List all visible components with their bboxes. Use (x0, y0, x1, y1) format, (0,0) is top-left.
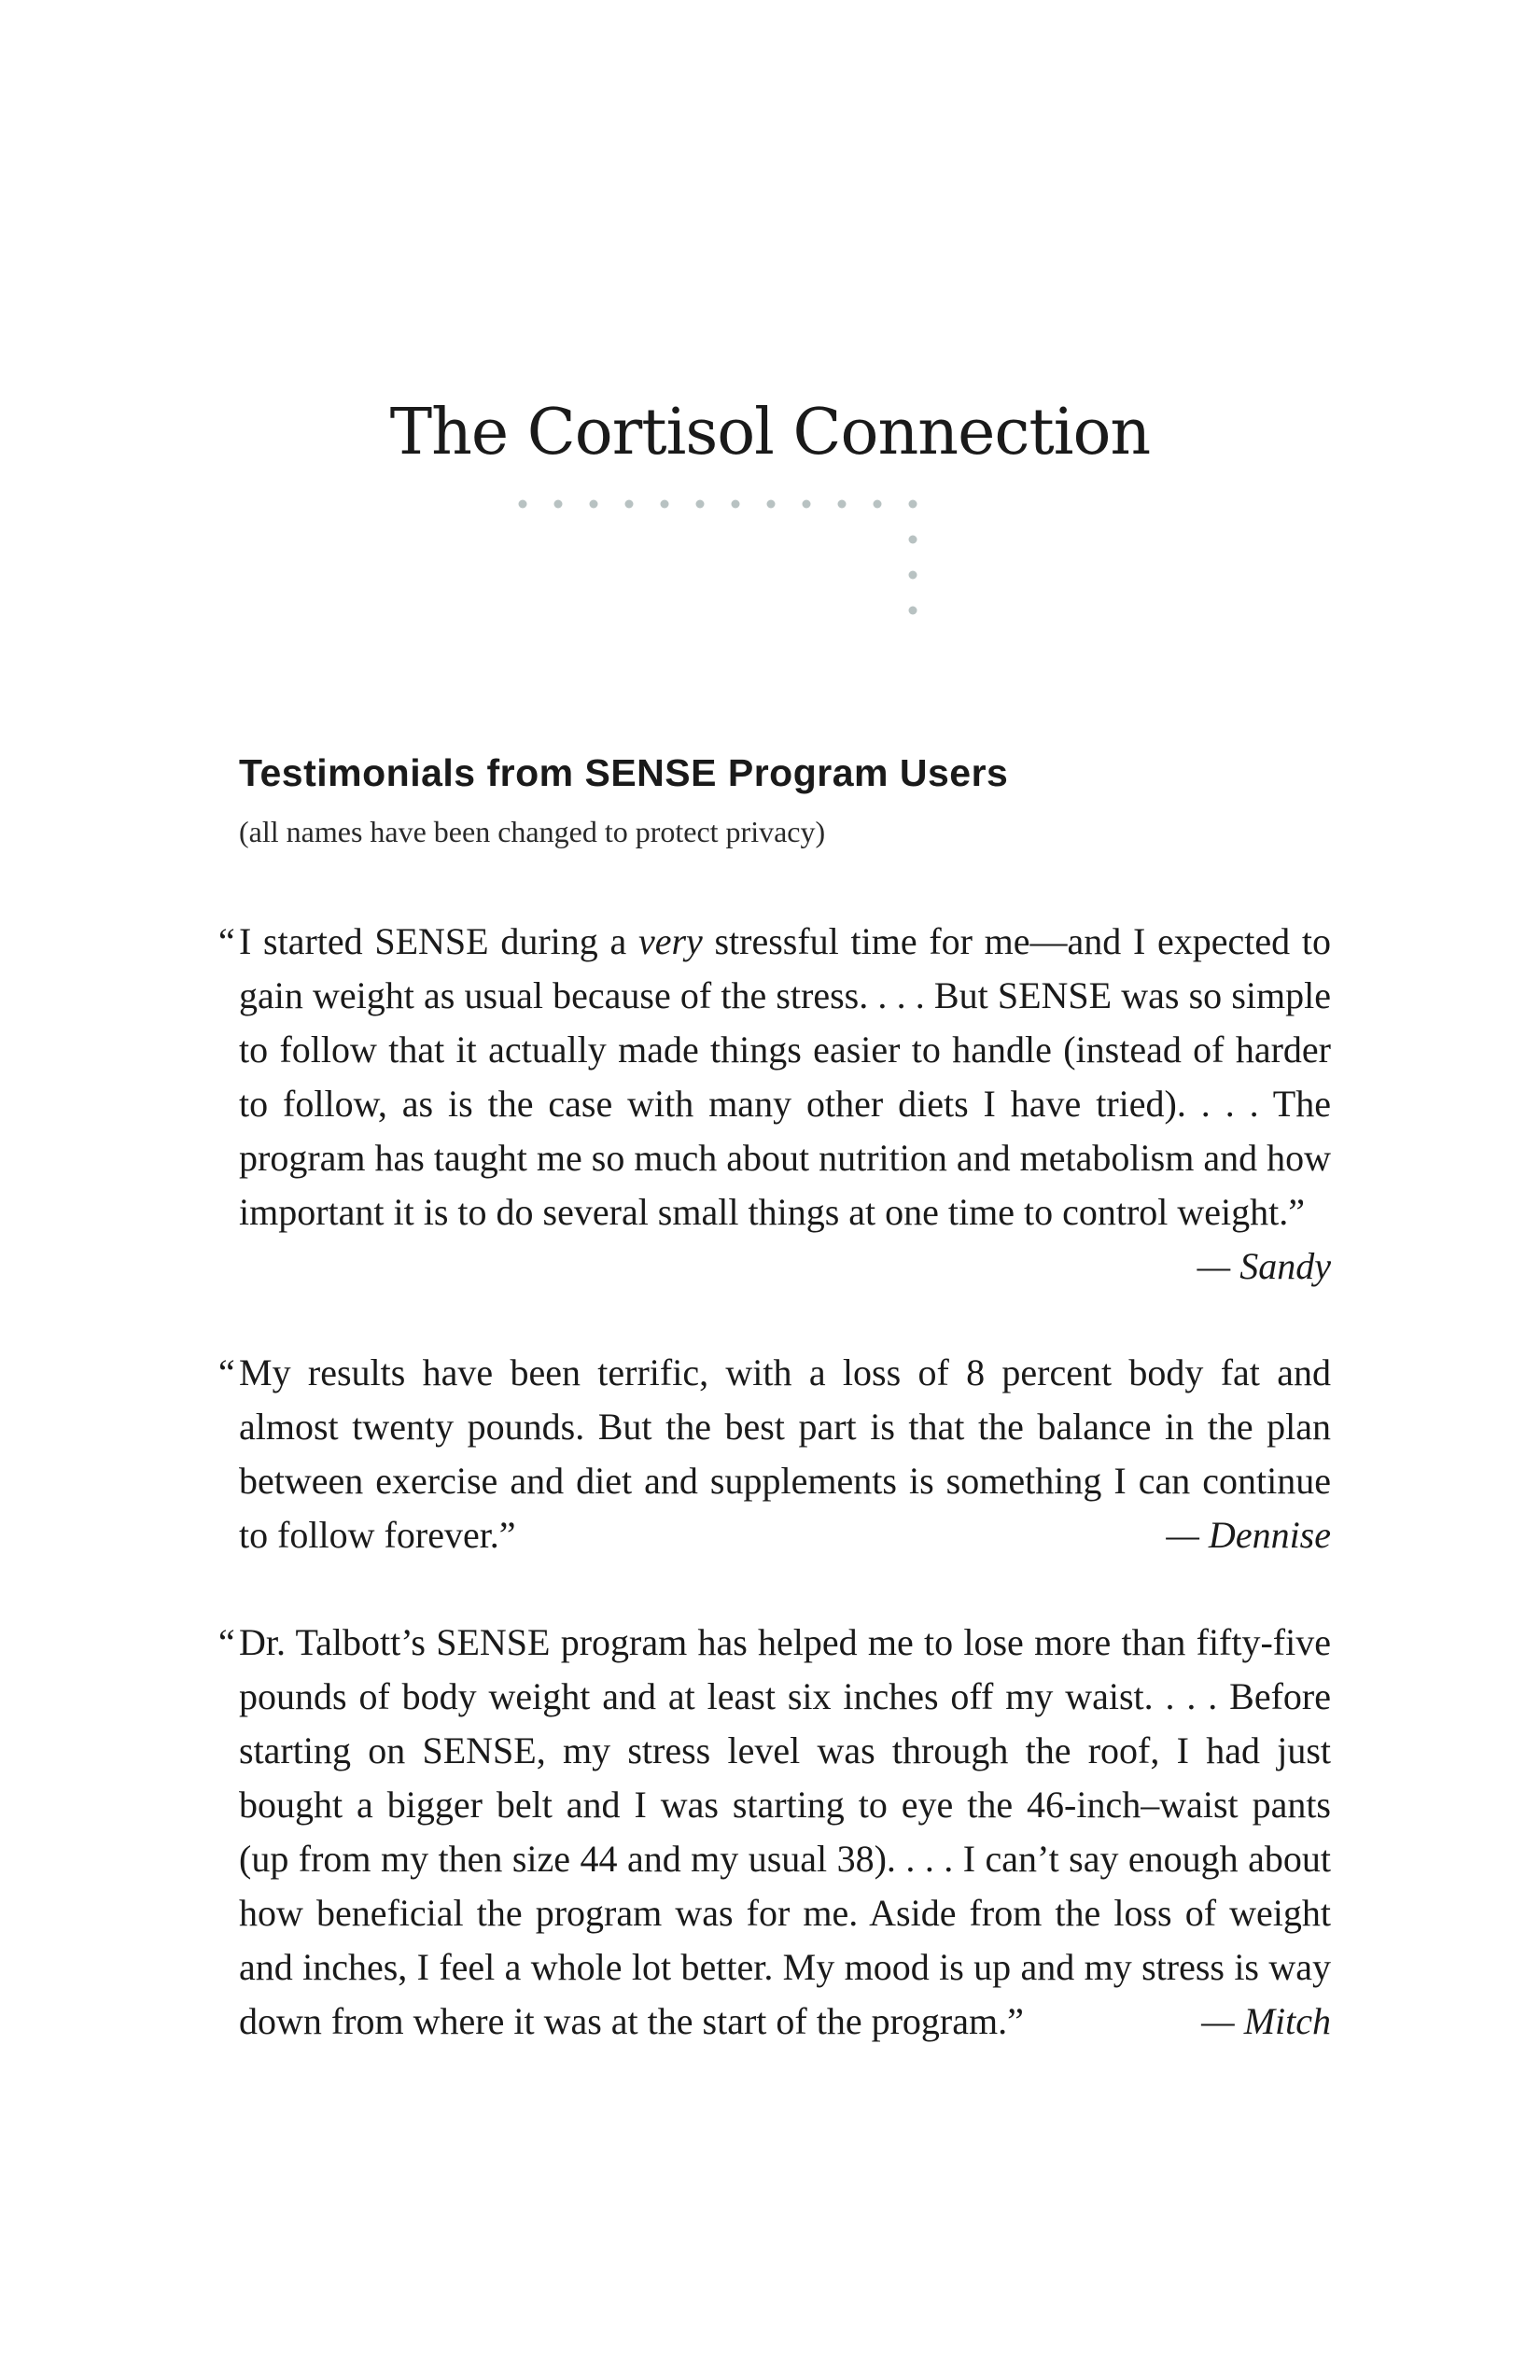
ornament-dot (696, 500, 705, 509)
section-heading: Testimonials from SENSE Program Users (239, 751, 1009, 794)
testimonial-dennise (218, 1346, 1331, 1562)
ornament-dot (874, 500, 882, 509)
privacy-note: (all names have been changed to protect privacy) (239, 815, 826, 848)
testimonial-text: Dr. Talbott’s SENSE program has helped me to lose more than fifty-five pounds of body weight and at least six inches off my waist. . . . Before starting on SENSE, my stress level was through the roof, I had just bought a bigger belt and I was starting to eye the 46-inch–waist pants (up from my then size 44 and my usual 38). . . . I can’t say enough about how beneficial the program was for me. Aside from the loss of weight and inches, I feel a whole lot better. My mood is up and my stress is way down from where it was at the start of the program.” — Mitch (239, 1616, 1331, 2049)
testimonial-mitch (218, 1616, 1331, 2049)
dotted-ornament (504, 485, 952, 625)
ornament-dot (767, 500, 776, 509)
ornament-dot (909, 607, 917, 615)
ornament-dot (803, 500, 811, 509)
ornament-dot (909, 571, 917, 580)
testimonial-text: My results have been terrific, with a loss of 8 percent body fat and almost twenty pounds. But the best part is that the balance in the plan between exercise and diet and supplements is something I can continue to follow forever.” — Dennise (239, 1346, 1331, 1562)
testimonial-text: I started SENSE during a very stressful time for me—and I expected to gain weight as usual because of the stress. . . . But SENSE was so simple to follow that it actually made things easier to handle (instead of harder to follow, as is the case with many other diets I have tried). . . . The program has taught me so much about nutrition and metabolism and how important it is to do several small things at one time to control weight.” — Sandy (239, 915, 1331, 1239)
emphasis-word: very (637, 920, 703, 962)
attribution-sandy: — Sandy (1197, 1245, 1331, 1287)
attribution-mitch: — Mitch (1201, 2000, 1331, 2042)
ornament-dot (590, 500, 598, 509)
ornament-dot (838, 500, 847, 509)
page-title: The Cortisol Connection (389, 396, 1151, 469)
ornament-dot (732, 500, 740, 509)
testimonial-sandy (218, 915, 1331, 1294)
ornament-dot (909, 536, 917, 544)
ornament-dot (519, 500, 527, 509)
ornament-dot (909, 500, 917, 509)
attribution-dennise: — Dennise (1166, 1514, 1331, 1556)
ornament-dot (554, 500, 563, 509)
ornament-dot (625, 500, 634, 509)
open-quote: “ (218, 920, 235, 962)
ornament-dot (661, 500, 669, 509)
open-quote: “ (218, 1351, 235, 1393)
open-quote: “ (218, 1621, 235, 1663)
